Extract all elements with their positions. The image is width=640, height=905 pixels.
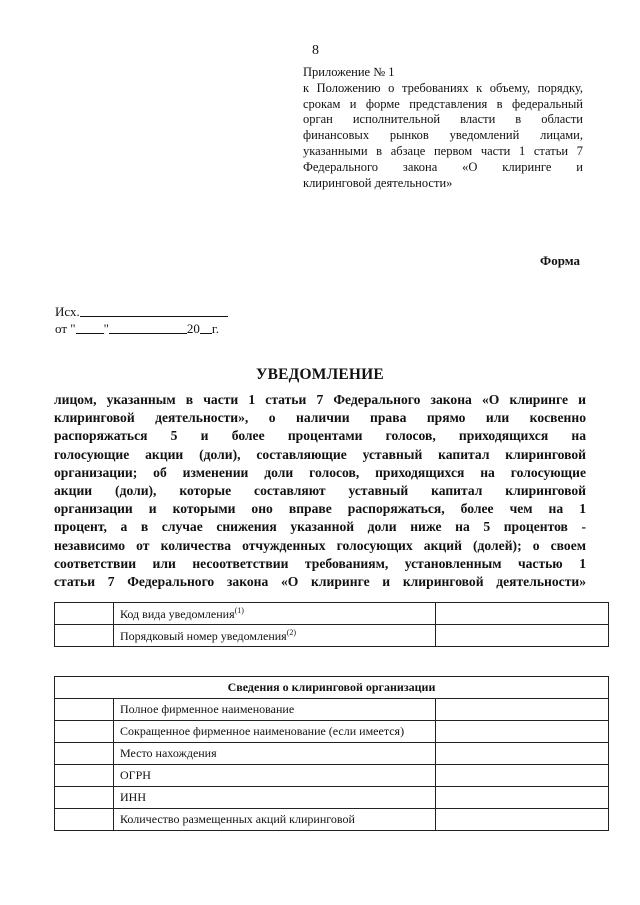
document-subtitle bbox=[54, 391, 586, 591]
subtitle-line: распоряжаться 5 и более процентами голосов, приходящихся на bbox=[54, 428, 586, 444]
table-row bbox=[55, 625, 609, 647]
appendix-line: Федерального закона «О клиринге и bbox=[303, 159, 583, 174]
table-row bbox=[55, 721, 609, 743]
table-cell-empty bbox=[55, 787, 114, 809]
table-cell-value[interactable] bbox=[436, 765, 609, 787]
document-title: УВЕДОМЛЕНИЕ bbox=[256, 366, 384, 383]
table-cell-empty bbox=[55, 721, 114, 743]
subtitle-line: лицом, указанным в части 1 статьи 7 Федерального закона «О клиринге и bbox=[54, 392, 586, 407]
table-cell-label bbox=[114, 625, 436, 647]
table-cell-value[interactable] bbox=[436, 603, 609, 625]
date-prefix: от " bbox=[55, 321, 76, 336]
appendix-line: указанными в абзаце первом части 1 статьи 7 bbox=[303, 143, 583, 158]
table-row bbox=[55, 743, 609, 765]
outgoing-number bbox=[55, 304, 228, 320]
table-row bbox=[55, 699, 609, 721]
subtitle-line: клиринговой деятельности», о наличии права прямо или косвенно bbox=[54, 410, 586, 426]
date-year-blank[interactable] bbox=[200, 321, 212, 334]
table-cell-empty bbox=[55, 765, 114, 787]
subtitle-line: акции (доли), которые составляют уставный капитал клиринговой bbox=[54, 483, 586, 499]
table-cell-empty bbox=[55, 809, 114, 831]
outgoing-number-blank[interactable] bbox=[80, 304, 228, 317]
row-label: Количество размещенных акций клиринговой bbox=[114, 809, 436, 831]
date-mid: " bbox=[103, 321, 109, 336]
table-cell-empty bbox=[55, 625, 114, 647]
table-cell-value[interactable] bbox=[436, 809, 609, 831]
subtitle-line: независимо от количества отчужденных голосующих акций (долей); о своем bbox=[54, 537, 586, 553]
appendix-line: к Положению о требованиях к объему, порядку, bbox=[303, 80, 583, 95]
table-row bbox=[55, 765, 609, 787]
row-label: Код вида уведомления bbox=[120, 606, 235, 621]
table-cell-value[interactable] bbox=[436, 787, 609, 809]
table-header: Сведения о клиринговой организации bbox=[55, 677, 609, 699]
table-header-row bbox=[55, 677, 609, 699]
clearing-org-table bbox=[54, 676, 609, 831]
table-row bbox=[55, 603, 609, 625]
footnote-ref: (2) bbox=[286, 627, 297, 637]
table-cell-value[interactable] bbox=[436, 743, 609, 765]
appendix-line: клиринговой деятельности» bbox=[303, 175, 453, 190]
subtitle-line: организации и которыми оно вправе распоряжаться, более чем на 1 bbox=[54, 501, 586, 517]
date-day-blank[interactable] bbox=[76, 321, 104, 334]
table-cell-value[interactable] bbox=[436, 699, 609, 721]
page-number: 8 bbox=[312, 43, 319, 58]
table-cell-empty bbox=[55, 743, 114, 765]
row-label: ИНН bbox=[114, 787, 436, 809]
row-label: Порядковый номер уведомления bbox=[120, 628, 287, 643]
appendix-line: орган исполнительной власти в области bbox=[303, 112, 583, 127]
table-cell-value[interactable] bbox=[436, 625, 609, 647]
table-cell-empty bbox=[55, 699, 114, 721]
date-year: 20 bbox=[186, 321, 200, 336]
table-cell-value[interactable] bbox=[436, 721, 609, 743]
appendix-note bbox=[303, 65, 583, 191]
date-suffix: г. bbox=[211, 321, 220, 336]
subtitle-line: статьи 7 Федерального закона «О клиринге и клиринговой деятельности» bbox=[54, 574, 586, 590]
subtitle-line: соответствии или несоответствии требованиям, установленным частью 1 bbox=[54, 555, 586, 571]
table-cell-label bbox=[114, 603, 436, 625]
outgoing-date bbox=[55, 321, 219, 337]
footnote-ref: (1) bbox=[234, 605, 244, 615]
table-cell-empty bbox=[55, 603, 114, 625]
appendix-line: срокам и форме представления в федеральный bbox=[303, 96, 583, 111]
row-label: Полное фирменное наименование bbox=[114, 699, 436, 721]
form-label: Форма bbox=[540, 253, 580, 268]
row-label: Сокращенное фирменное наименование (если имеется) bbox=[114, 721, 436, 743]
appendix-line: Приложение № 1 bbox=[303, 65, 395, 79]
notification-code-table bbox=[54, 602, 609, 647]
row-label: Место нахождения bbox=[114, 743, 436, 765]
subtitle-line: процент, а в случае снижения указанной доли ниже на 5 процентов - bbox=[54, 519, 586, 535]
date-month-blank[interactable] bbox=[109, 321, 187, 334]
table-row bbox=[55, 809, 609, 831]
appendix-line: финансовых рынков уведомлений лицами, bbox=[303, 128, 583, 143]
row-label: ОГРН bbox=[114, 765, 436, 787]
subtitle-line: организации; об изменении доли голосов, приходящихся на голосующие bbox=[54, 464, 586, 480]
table-row bbox=[55, 787, 609, 809]
subtitle-line: голосующие акции (доли), составляющие уставный капитал клиринговой bbox=[54, 446, 586, 462]
outgoing-number-label: Исх. bbox=[55, 304, 80, 319]
